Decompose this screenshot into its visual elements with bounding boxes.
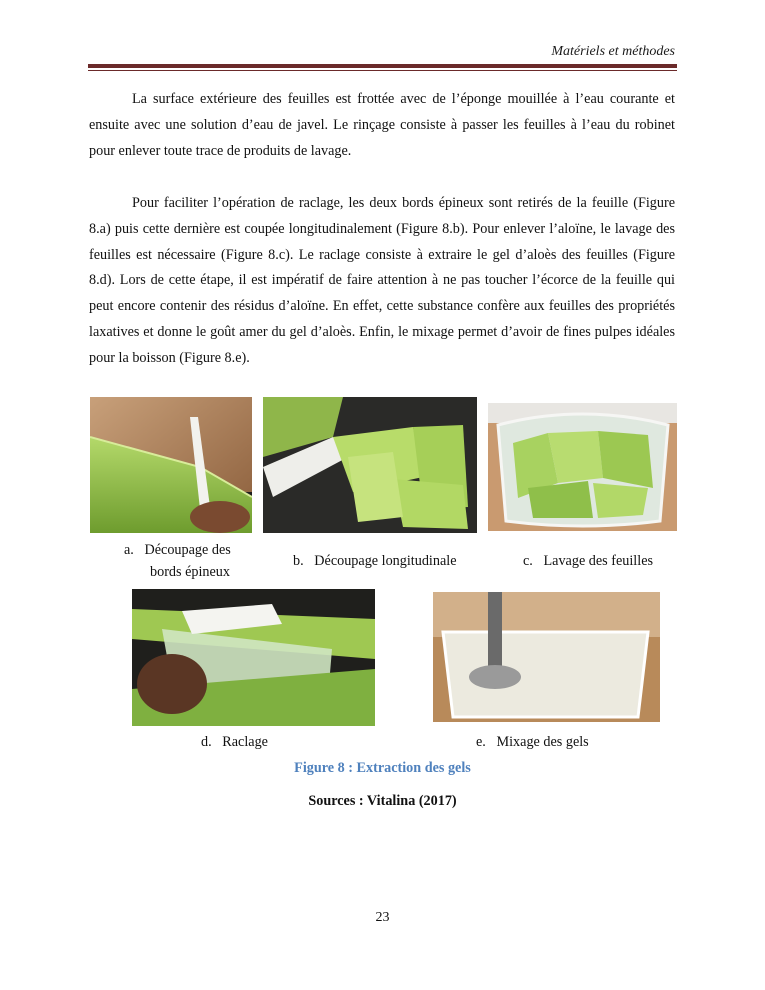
paragraph-2: Pour faciliter l’opération de raclage, les deux bords épineux sont retirés de la feuille (Figure 8.a) puis cette dernière est coupée longitudinalement (Figure 8.b). Pour enlever l’aloïne, le lavage des feuilles est nécessaire (Figure 8.c). Le raclage consiste à extraire le gel d’aloès des feuilles (Figure 8.d). Lors de cette étape, il est impératif de faire attention à ne pas toucher l’écorce de la feuille qui peut encore contenir des résidus d’aloïne. En effet, cette substance confère aux feuilles des propriétés laxatives et donne le goût amer du gel d’aloès. Enfin, le mixage permet d’avoir de fines pulpes idéales pour la boisson (Figure 8.e). xyxy=(89,195,675,366)
photo-a-spiny-edges xyxy=(90,397,252,533)
photo-b-longitudinal-cut xyxy=(263,397,477,533)
header-rule xyxy=(88,64,677,68)
caption-a-line2: bords épineux xyxy=(150,564,230,580)
photo-d-scraping xyxy=(132,589,375,726)
photo-c-washing xyxy=(488,403,677,531)
caption-c: c. Lavage des feuilles xyxy=(523,553,654,569)
paragraph-1: La surface extérieure des feuilles est frottée avec de l’éponge mouillée à l’eau courante et ensuite avec une solution d’eau de javel. Le rinçage consiste à passer les feuilles à l’eau du robinet pour enlever toute trace de produits de lavage. xyxy=(89,91,675,159)
caption-b: b. Découpage longitudinale xyxy=(293,553,457,569)
header-rule-thin xyxy=(88,70,677,71)
caption-d: d. Raclage xyxy=(201,734,268,750)
page-number: 23 xyxy=(375,910,390,925)
figure-source: Sources : Vitalina (2017) xyxy=(308,793,457,809)
running-header: Matériels et méthodes xyxy=(551,44,675,59)
figure-caption: Figure 8 : Extraction des gels xyxy=(294,760,471,776)
caption-a: a. Découpage des xyxy=(124,542,231,558)
caption-e: e. Mixage des gels xyxy=(476,734,589,750)
photo-e-blending xyxy=(433,592,660,722)
